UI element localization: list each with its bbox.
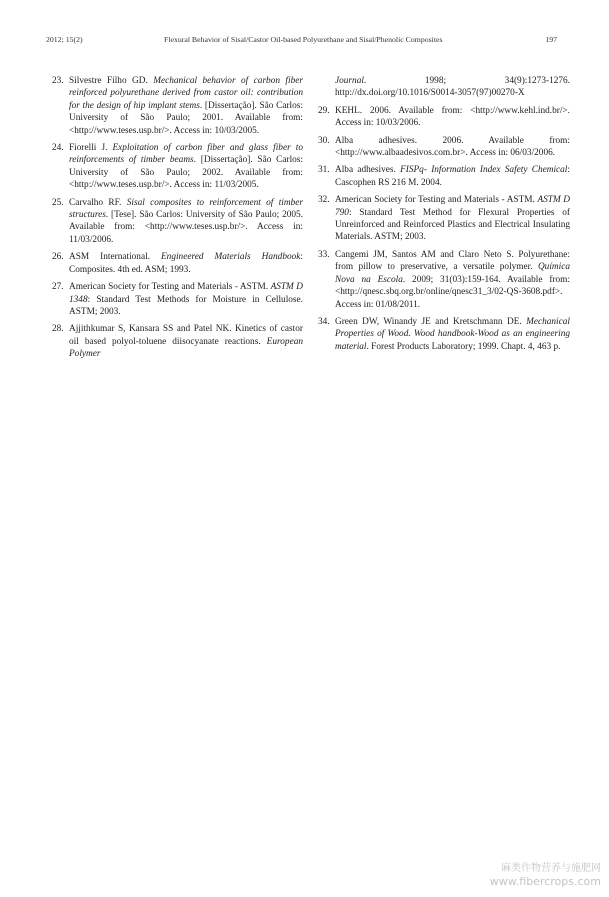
reference-number: 32. <box>318 195 330 206</box>
reference-italic-text: ASTM D 790 <box>335 195 571 218</box>
reference-italic-text: Mechanical behavior of carbon fiber reinforced polyurethane derived from castor oil: contribution for the design of hip implant stems <box>69 76 303 111</box>
reference-number: 26. <box>52 252 64 263</box>
page-number: 197 <box>545 35 557 44</box>
reference-text: Carvalho RF. <box>69 197 127 208</box>
reference-text: : Composites. 4th ed. ASM; 1993. <box>69 252 304 275</box>
reference-item <box>318 135 570 160</box>
reference-item <box>52 281 303 318</box>
reference-text: Cangemi JM, Santos AM and Claro Neto S. Polyurethane: from pillow to preservative, a versatile polymer. <box>335 249 570 273</box>
reference-italic-text: FISPq- Information Index Safety Chemical <box>400 165 568 176</box>
reference-italic-text: Química Nova na Escola <box>335 262 570 285</box>
reference-text: . [Tese]. São Carlos: University of São Paulo; 2005. Available from: <http://www.teses.usp.br/>. Access in: 11/03/2006. <box>69 210 303 245</box>
reference-text: American Society for Testing and Materials - ASTM. <box>69 282 271 293</box>
reference-number: 24. <box>52 143 64 154</box>
reference-item <box>52 251 303 276</box>
reference-text: Ajjithkumar S, Kansara SS and Patel NK. Kinetics of castor oil based polyol-toluene diisocyanate reactions. <box>69 324 303 347</box>
reference-number: 23. <box>52 76 64 86</box>
reference-item <box>318 105 570 130</box>
reference-text: Green DW, Winandy JE and Kretschmann DE. <box>335 316 527 327</box>
reference-number: 31. <box>318 165 330 176</box>
reference-italic-text: Sisal composites to reinforcement of timber structures <box>69 197 303 221</box>
journal-issue: 2012; 15(2) <box>46 35 83 44</box>
reference-text: . 2009; 31(03):159-164. Available from: <http://qnesc.sbq.org.br/online/qnesc31_3/02-QS-3608.pdf>. Access in: 01/08/2011. <box>335 274 570 310</box>
reference-text: Silvestre Filho GD. <box>69 76 154 86</box>
reference-item <box>52 323 303 360</box>
reference-number: 33. <box>318 249 330 260</box>
reference-number: 30. <box>318 135 330 146</box>
reference-text: : Cascophen RS 216 M. 2004. <box>335 165 570 188</box>
reference-text: : Standard Test Methods for Moisture in Cellulose. ASTM; 2003. <box>69 294 303 317</box>
running-title: Flexural Behavior of Sisal/Castor Oil-based Polyurethane and Sisal/Phenolic Composites <box>164 35 443 44</box>
reference-text: Fiorelli J. <box>69 143 113 154</box>
reference-italic-text: Engineered Materials Handbook <box>161 252 301 263</box>
reference-italic-text: Mechanical Properties of Wood. Wood handbook-Wood as an engineering material <box>335 316 570 352</box>
running-header <box>46 35 563 49</box>
reference-item <box>52 142 303 192</box>
reference-item <box>318 249 570 311</box>
reference-number: 28. <box>52 324 64 335</box>
reference-text: . Forest Products Laboratory; 1999. Chapt. 4, 463 p. <box>366 341 561 352</box>
watermark-text-cn: 麻类作物营养与施肥网 <box>501 863 601 874</box>
reference-text: Alba adhesives. <box>335 165 401 176</box>
reference-italic-text: Journal <box>335 76 364 86</box>
reference-item <box>318 164 570 189</box>
references-left-column <box>52 75 303 366</box>
reference-text: . [Dissertação]. São Carlos: University of São Paulo; 2001. Available from: <http://www.teses.usp.br/>. Access in: 10/03/2005. <box>69 100 303 136</box>
reference-number: 34. <box>318 316 330 327</box>
reference-italic-text: ASTM D 1348 <box>69 282 303 305</box>
watermark-url: www.fibercrops.com <box>489 875 601 888</box>
reference-item <box>52 197 303 247</box>
reference-text: . 1998; 34(9):1273-1276. http://dx.doi.org/10.1016/S0014-3057(97)00270-X <box>335 76 570 99</box>
reference-italic-text: European Polymer <box>69 336 303 360</box>
reference-italic-text: Exploitation of carbon fiber and glass fiber to reinforcements of timber beams <box>69 143 303 166</box>
reference-text: American Society for Testing and Materials - ASTM. <box>335 195 538 206</box>
reference-item <box>318 75 570 100</box>
reference-item <box>318 194 570 244</box>
reference-text: . [Dissertação]. São Carlos: University of São Paulo; 2002. Available from: <http://www.teses.usp.br/>. Access in: 11/03/2005. <box>69 155 304 191</box>
reference-text: KEHL. 2006. Available from: <http://www.kehl.ind.br/>. Access in: 10/03/2006. <box>335 105 570 129</box>
reference-number: 27. <box>52 282 64 293</box>
watermark <box>461 862 601 888</box>
references-right-column <box>318 75 570 358</box>
reference-item <box>318 316 570 353</box>
reference-text: ASM International. <box>69 252 161 263</box>
reference-text: : Standard Test Method for Flexural Properties of Unreinforced and Reinforced Plastics and Electrical Insulating Materials. ASTM; 2003. <box>335 207 570 243</box>
reference-item <box>52 75 303 137</box>
reference-text: Alba adhesives. 2006. Available from: <http://www.albaadesivos.com.br>. Access in: 06/03/2006. <box>335 135 570 159</box>
reference-number: 29. <box>318 105 330 116</box>
reference-number: 25. <box>52 197 64 208</box>
